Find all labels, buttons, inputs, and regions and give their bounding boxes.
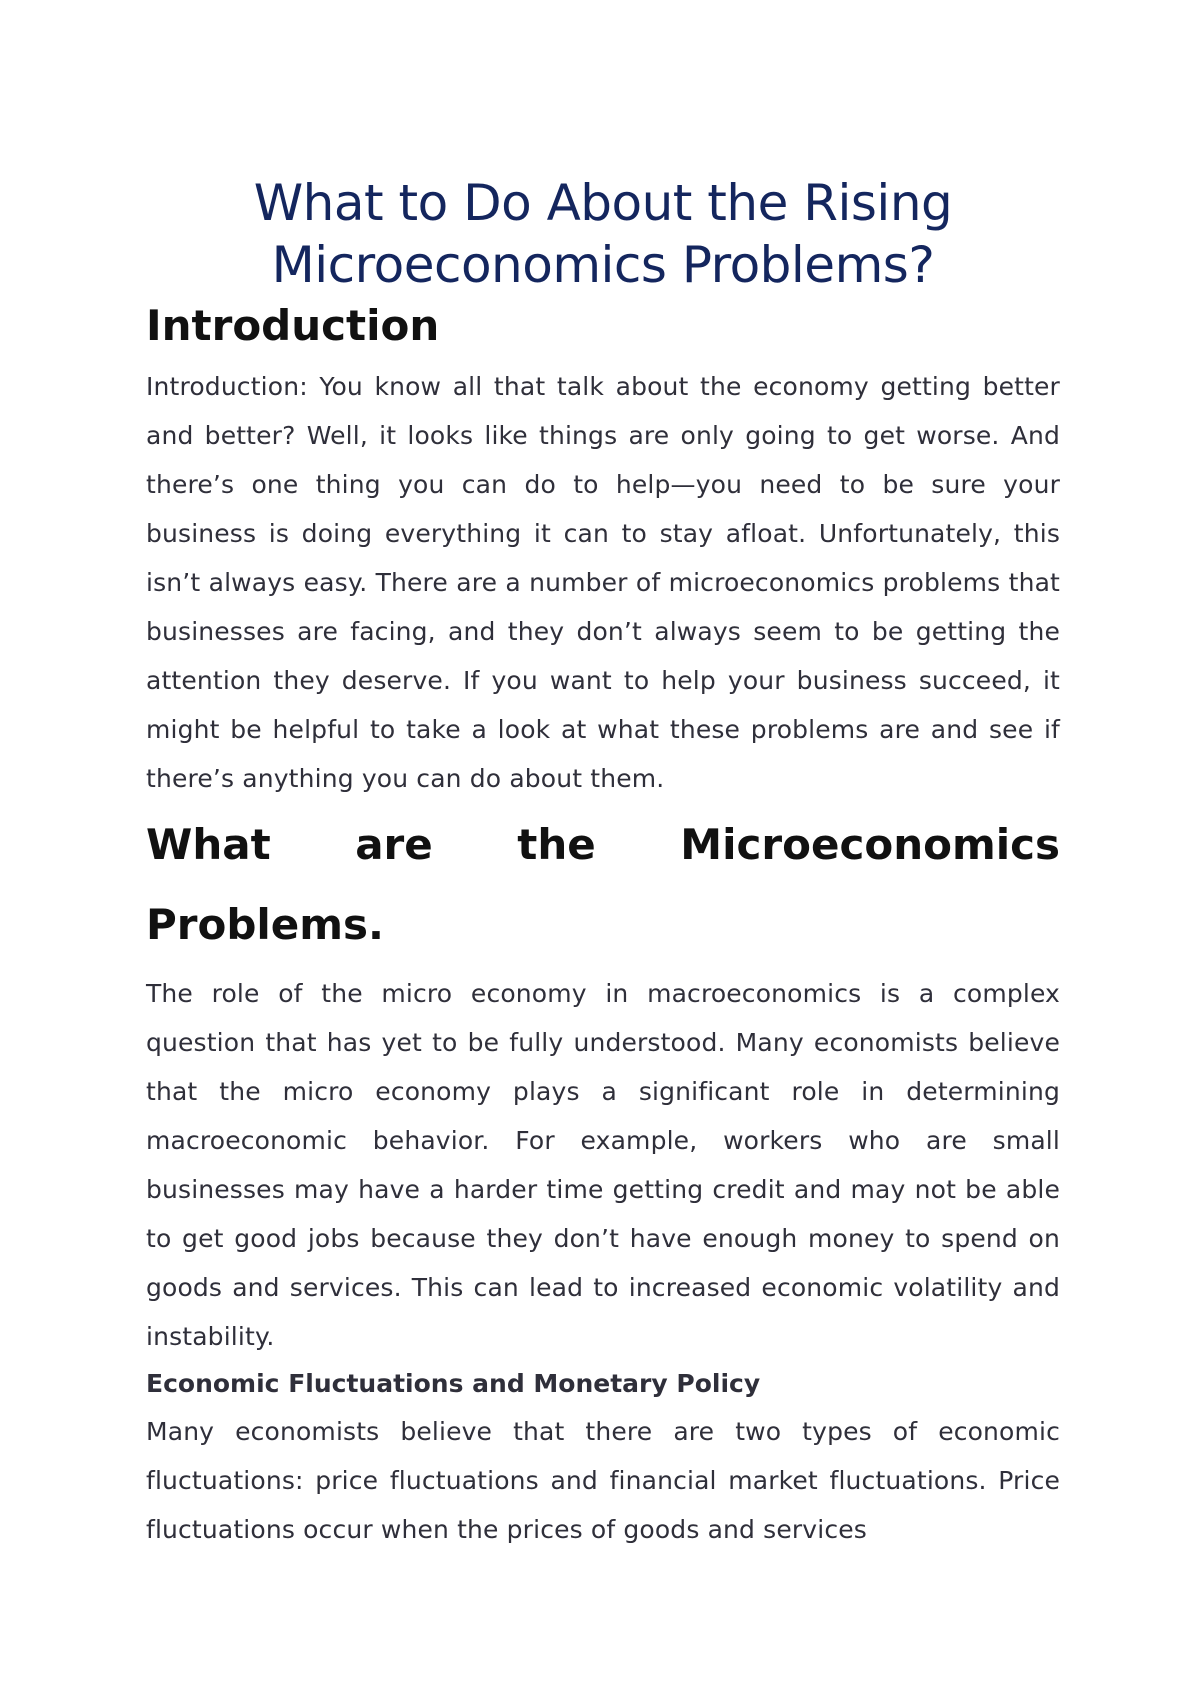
section-heading-introduction: Introduction (146, 301, 440, 350)
paragraph-introduction: Introduction: You know all that talk about the economy getting better and better? Well, it looks like things are only going to get worse. And there’s one thing you can do to help—you need to be sure your business is doing everything it can to stay afloat. Unfortunately, this isn’t always easy. There are a number of microeconomics problems that businesses are facing, and they don’t always seem to be getting the attention they deserve. If you want to help your business succeed, it might be helpful to take a look at what these problems are and see if there’s anything you can do about them. (146, 372, 1060, 793)
subheading-economic-fluctuations: Economic Fluctuations and Monetary Policy (146, 1369, 761, 1398)
document-title: What to Do About the Rising Microeconomics Problems? (253, 174, 953, 294)
section-heading-microeconomics-problems: What are the Microeconomics Problems. (146, 820, 1060, 949)
paragraph-micro-economy-role: The role of the micro economy in macroeconomics is a complex question that has yet to be fully understood. Many economists believe that the micro economy plays a significant role in determining macroeconomic behavior. For example, workers who are small businesses may have a harder time getting credit and may not be able to get good jobs because they don’t have enough money to spend on goods and services. This can lead to increased economic volatility and instability. (146, 979, 1060, 1351)
document-content (146, 172, 1060, 1554)
paragraph-economic-fluctuations: Many economists believe that there are two types of economic fluctuations: price fluctuations and financial market fluctuations. Price fluctuations occur when the prices of goods and services (146, 1417, 1060, 1544)
